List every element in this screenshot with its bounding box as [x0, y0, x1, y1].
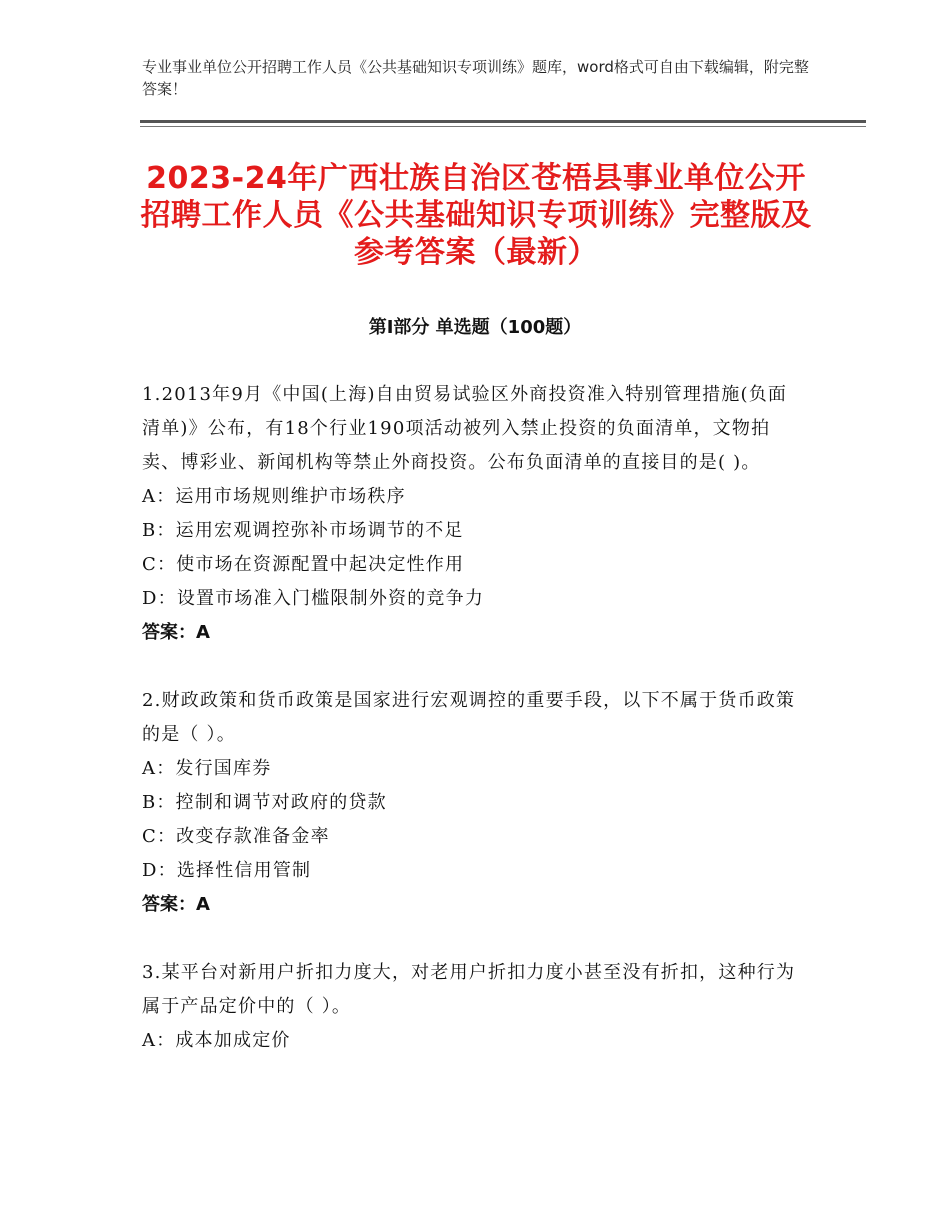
option-a: A：运用市场规则维护市场秩序: [142, 486, 406, 507]
answer: 答案：A: [142, 622, 210, 643]
option-a: A：发行国库券: [142, 758, 272, 779]
option-b: B：运用宏观调控弥补市场调节的不足: [142, 520, 464, 541]
option-b: B：控制和调节对政府的贷款: [142, 792, 387, 813]
header-divider-thin: [140, 126, 866, 127]
section-title: 第Ⅰ部分 单选题（100题）: [368, 317, 582, 338]
question-stem: 1.2013年9月《中国(上海)自由贸易试验区外商投资准入特别管理措施(负面清单)》公布，有18个行业190项活动被列入禁止投资的负面清单，文物拍卖、博彩业、新闻机构等禁止外商投资。公布负面清单的直接目的是( )。: [142, 384, 788, 473]
question-list: [142, 378, 802, 1092]
question-2: [142, 684, 802, 922]
question-stem: 3.某平台对新用户折扣力度大，对老用户折扣力度小甚至没有折扣，这种行为属于产品定价中的（ ）。: [142, 962, 796, 1017]
document-title: 2023-24年广西壮族自治区苍梧县事业单位公开招聘工作人员《公共基础知识专项训练》完整版及参考答案（最新）: [140, 161, 812, 270]
question-3: [142, 956, 802, 1058]
question-1: [142, 378, 802, 650]
header-note: 专业事业单位公开招聘工作人员《公共基础知识专项训练》题库，word格式可自由下载编辑，附完整答案！: [142, 58, 809, 98]
option-a: A：成本加成定价: [142, 1030, 291, 1051]
question-stem: 2.财政政策和货币政策是国家进行宏观调控的重要手段，以下不属于货币政策的是（ ）。: [142, 690, 796, 745]
option-c: C：使市场在资源配置中起决定性作用: [142, 554, 465, 575]
option-d: D：设置市场准入门槛限制外资的竞争力: [142, 588, 485, 609]
option-c: C：改变存款准备金率: [142, 826, 330, 847]
header-divider-thick: [140, 120, 866, 123]
answer: 答案：A: [142, 894, 210, 915]
option-d: D：选择性信用管制: [142, 860, 312, 881]
